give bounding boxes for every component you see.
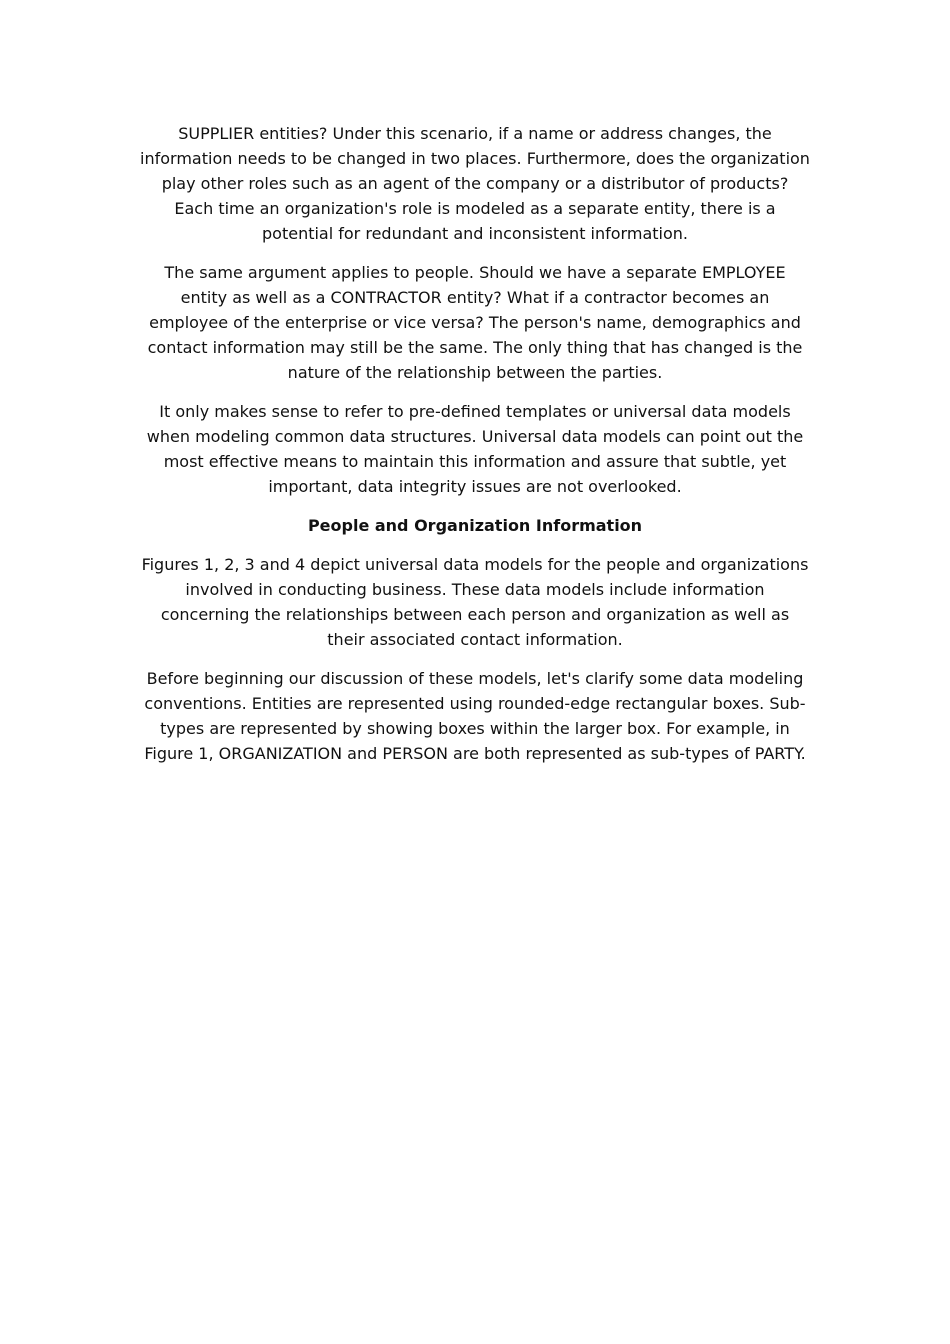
section-heading: People and Organization Information xyxy=(307,516,643,535)
paragraph-people-argument: The same argument applies to people. Should we have a separate EMPLOYEE entity as well as a CONTRACTOR entity? What if a contractor becomes an employee of the enterprise or vice versa? The person's name, demographics and contact information may still be the same. The only thing that has changed is the nature of the relationship between the parties. xyxy=(147,263,803,382)
paragraph-universal-models: It only makes sense to refer to pre-defined templates or universal data models when modeling common data structures. Universal data models can point out the most effective means to maintain this information and assure that subtle, yet important, data integrity issues are not overlooked. xyxy=(146,402,804,496)
document-page xyxy=(140,121,810,780)
paragraph-modeling-conventions: Before beginning our discussion of these models, let's clarify some data modeling conventions. Entities are represented using rounded-edge rectangular boxes. Sub-types are represented by showing boxes within the larger box. For example, in Figure 1, ORGANIZATION and PERSON are both represented as sub-types of PARTY. xyxy=(144,669,806,763)
paragraph-figures-overview: Figures 1, 2, 3 and 4 depict universal data models for the people and organizations involved in conducting business. These data models include information concerning the relationships between each person and organization as well as their associated contact information. xyxy=(141,555,809,649)
paragraph-supplier-entities: SUPPLIER entities? Under this scenario, if a name or address changes, the information needs to be changed in two places. Furthermore, does the organization play other roles such as an agent of the company or a distributor of products? Each time an organization's role is modeled as a separate entity, there is a potential for redundant and inconsistent information. xyxy=(140,124,810,243)
